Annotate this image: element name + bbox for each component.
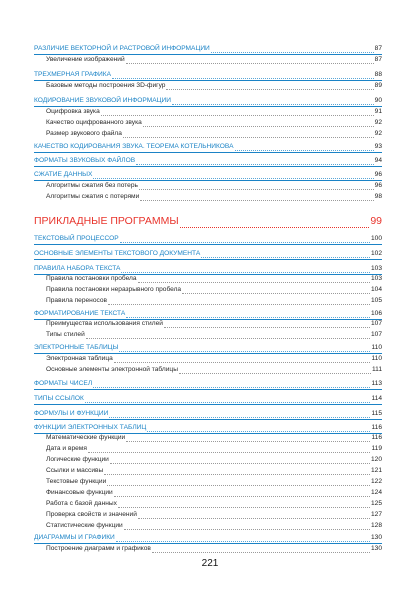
toc-entry-title: ДИАГРАММЫ И ГРАФИКИ: [34, 534, 115, 541]
toc-subentry: [46, 354, 382, 363]
section-underline: [34, 419, 382, 420]
leader-dots: [166, 82, 373, 90]
toc-entry-title: Правила переносов: [46, 297, 108, 304]
toc-entry-title: Финансовые функции: [46, 489, 113, 496]
toc-entry-page: 104: [370, 286, 382, 293]
toc-entry-page: 92: [374, 130, 382, 137]
toc-entry-title: Размер звукового файла: [46, 130, 122, 137]
toc-entry-page: 106: [370, 310, 382, 317]
toc-subentry: [46, 544, 382, 553]
leader-dots: [108, 297, 370, 305]
toc-subentry: [46, 488, 382, 497]
toc-entry-page: 120: [370, 456, 382, 463]
toc-subentry: [46, 455, 382, 464]
toc-entry-page: 128: [370, 522, 382, 529]
leader-dots: [179, 366, 371, 374]
toc-entry-title: Математические функции: [46, 434, 126, 441]
leader-dots: [147, 424, 370, 432]
toc-entry-title: Алгоритмы сжатия с потерями: [46, 193, 140, 200]
section-underline: [34, 152, 382, 153]
leader-dots: [93, 171, 373, 179]
toc-entry-page: 90: [374, 97, 382, 104]
toc-entry-page: 96: [374, 182, 382, 189]
leader-dots: [109, 410, 370, 418]
toc-entry-title: Текстовые функции: [46, 478, 107, 485]
toc-entry-title: Дата и время: [46, 445, 87, 452]
toc-subentry: [46, 466, 382, 475]
toc-section-entry: [34, 394, 382, 403]
toc-subentry: [46, 477, 382, 486]
toc-subentry: [46, 107, 382, 116]
toc-section-entry: [34, 44, 382, 53]
toc-entry-title: ТИПЫ ССЫЛОК: [34, 395, 84, 402]
toc-entry-title: Базовые методы построения 3D-фигур: [46, 82, 166, 89]
section-underline: [34, 166, 382, 167]
leader-dots: [86, 331, 370, 339]
toc-subentry: [46, 319, 382, 328]
toc-entry-page: 92: [374, 119, 382, 126]
leader-dots: [138, 275, 370, 283]
toc-entry-title: Электронная таблица: [46, 355, 113, 362]
toc-entry-title: Преимущества использования стилей: [46, 320, 163, 327]
toc-entry-page: 103: [370, 265, 382, 272]
toc-entry-page: 130: [370, 545, 382, 552]
toc-entry-page: 93: [374, 143, 382, 150]
toc-subentry: [46, 55, 382, 64]
toc-entry-title: ФУНКЦИИ ЭЛЕКТРОННЫХ ТАБЛИЦ: [34, 424, 147, 431]
toc-subentry: [46, 365, 382, 374]
toc-entry-title: РАЗЛИЧИЕ ВЕКТОРНОЙ И РАСТРОВОЙ ИНФОРМАЦИИ: [34, 45, 210, 52]
toc-section-entry: [34, 96, 382, 105]
toc-section-entry: [34, 423, 382, 432]
toc-subentry: [46, 81, 382, 90]
toc-entry-title: ПРАВИЛА НАБОРА ТЕКСТА: [34, 265, 121, 272]
leader-dots: [152, 545, 370, 553]
toc-section-entry: [34, 533, 382, 542]
leader-dots: [101, 108, 374, 116]
toc-entry-page: 88: [374, 71, 382, 78]
leader-dots: [143, 119, 374, 127]
toc-entry-page: 99: [370, 215, 382, 227]
toc-subentry: [46, 192, 382, 201]
toc-entry-page: 111: [371, 366, 382, 373]
toc-section-entry: [34, 309, 382, 318]
toc-entry-title: ПРИКЛАДНЫЕ ПРОГРАММЫ: [34, 215, 179, 227]
leader-dots: [138, 511, 370, 519]
toc-entry-page: 119: [371, 445, 382, 452]
leader-dots: [123, 130, 374, 138]
toc-entry-title: Алгоритмы сжатия без потерь: [46, 182, 138, 189]
leader-dots: [112, 71, 374, 79]
toc-entry-page: 98: [374, 193, 382, 200]
toc-entry-title: Ссылки и массивы: [46, 467, 104, 474]
leader-dots: [182, 286, 370, 294]
toc-entry-page: 116: [371, 424, 382, 431]
toc-entry-page: 110: [371, 355, 382, 362]
toc-entry-page: 103: [370, 275, 382, 282]
section-underline: [34, 404, 382, 405]
toc-entry-page: 91: [374, 108, 382, 115]
toc-section-entry: [34, 343, 382, 352]
leader-dots: [140, 193, 373, 201]
toc-entry-title: Оцифровка звука: [46, 108, 100, 115]
toc-entry-page: 130: [370, 534, 382, 541]
toc-section-entry: [34, 156, 382, 165]
toc-subentry: [46, 521, 382, 530]
toc-entry-title: ФОРМАТЫ ЗВУКОВЫХ ФАЙЛОВ: [34, 157, 136, 164]
toc-section-entry: [34, 264, 382, 273]
leader-dots: [110, 456, 370, 464]
toc-entry-page: 115: [371, 410, 382, 417]
toc-entry-title: КАЧЕСТВО КОДИРОВАНИЯ ЗВУКА. ТЕОРЕМА КОТЕЛЬНИКОВА: [34, 143, 234, 150]
toc-subentry: [46, 444, 382, 453]
leader-dots: [107, 478, 370, 486]
leader-dots: [93, 380, 370, 388]
toc-part-heading: [34, 214, 382, 228]
toc-subentry: [46, 181, 382, 190]
leader-dots: [114, 489, 370, 497]
leader-dots: [235, 143, 374, 151]
toc-entry-page: 116: [371, 434, 382, 441]
toc-section-entry: [34, 234, 382, 243]
toc-section-entry: [34, 170, 382, 179]
toc-entry-page: 110: [371, 344, 382, 351]
leader-dots: [118, 500, 370, 508]
toc-subentry: [46, 330, 382, 339]
leader-dots: [139, 182, 374, 190]
toc-subentry: [46, 433, 382, 442]
leader-dots: [85, 395, 371, 403]
toc-entry-title: СЖАТИЕ ДАННЫХ: [34, 171, 93, 178]
toc-entry-title: Логические функции: [46, 456, 109, 463]
toc-section-entry: [34, 70, 382, 79]
toc-entry-title: Качество оцифрованного звука: [46, 119, 142, 126]
toc-section-entry: [34, 249, 382, 258]
toc-entry-title: ТРЕХМЕРНАЯ ГРАФИКА: [34, 71, 111, 78]
page-number: 221: [201, 558, 219, 569]
toc-entry-title: ОСНОВНЫЕ ЭЛЕМЕНТЫ ТЕКСТОВОГО ДОКУМЕНТА: [34, 250, 201, 257]
toc-entry-page: 96: [374, 171, 382, 178]
section-underline: [34, 389, 382, 390]
leader-dots: [88, 445, 371, 453]
toc-entry-title: Статистические функции: [46, 522, 123, 529]
toc-entry-title: Правила постановки неразрывного пробела: [46, 286, 182, 293]
toc-entry-title: Правила постановки пробела: [46, 275, 137, 282]
toc-entry-page: 125: [370, 500, 382, 507]
toc-entry-title: Основные элементы электронной таблицы: [46, 366, 178, 373]
toc-entry-title: Увеличение изображений: [46, 56, 125, 63]
leader-dots: [114, 355, 371, 363]
toc-subentry: [46, 129, 382, 138]
toc-subentry: [46, 510, 382, 519]
leader-dots: [121, 265, 370, 273]
toc-entry-page: 122: [370, 478, 382, 485]
leader-dots: [120, 235, 370, 243]
toc-entry-page: 105: [370, 297, 382, 304]
toc-entry-page: 114: [371, 395, 382, 402]
leader-dots: [211, 45, 374, 53]
leader-dots: [136, 157, 374, 165]
toc-entry-page: 124: [370, 489, 382, 496]
toc-subentry: [46, 285, 382, 294]
toc-subentry: [46, 274, 382, 283]
toc-entry-title: Типы стилей: [46, 331, 85, 338]
toc-section-entry: [34, 379, 382, 388]
toc-subentry: [46, 499, 382, 508]
leader-dots: [126, 310, 370, 318]
leader-dots: [180, 217, 370, 228]
toc-entry-title: Проверка свойств и значений: [46, 511, 137, 518]
toc-entry-page: 102: [370, 250, 382, 257]
toc-entry-title: Построение диаграмм и графиков: [46, 545, 151, 552]
toc-entry-page: 107: [370, 331, 382, 338]
toc-section-entry: [34, 142, 382, 151]
toc-entry-page: 121: [370, 467, 382, 474]
toc-entry-page: 107: [370, 320, 382, 327]
toc-entry-title: КОДИРОВАНИЕ ЗВУКОВОЙ ИНФОРМАЦИИ: [34, 97, 171, 104]
leader-dots: [104, 467, 370, 475]
leader-dots: [164, 320, 370, 328]
toc-entry-page: 127: [370, 511, 382, 518]
toc-entry-title: ФОРМУЛЫ И ФУНКЦИИ: [34, 410, 109, 417]
section-underline: [34, 244, 382, 245]
toc-entry-title: ЭЛЕКТРОННЫЕ ТАБЛИЦЫ: [34, 344, 119, 351]
leader-dots: [172, 97, 374, 105]
toc-entry-title: ТЕКСТОВЫЙ ПРОЦЕССОР: [34, 235, 119, 242]
leader-dots: [201, 250, 370, 258]
toc-subentry: [46, 296, 382, 305]
leader-dots: [124, 522, 370, 530]
toc-subentry: [46, 118, 382, 127]
toc-entry-page: 87: [374, 45, 382, 52]
toc-entry-page: 94: [374, 157, 382, 164]
toc-entry-page: 89: [374, 82, 382, 89]
toc-entry-title: ФОРМАТИРОВАНИЕ ТЕКСТА: [34, 310, 126, 317]
leader-dots: [119, 344, 370, 352]
leader-dots: [126, 434, 370, 442]
toc-entry-title: Работа с базой данных: [46, 500, 117, 507]
leader-dots: [126, 56, 374, 64]
toc-entry-title: ФОРМАТЫ ЧИСЕЛ: [34, 380, 93, 387]
section-underline: [34, 259, 382, 260]
leader-dots: [116, 534, 370, 542]
toc-entry-page: 113: [371, 380, 382, 387]
toc-section-entry: [34, 409, 382, 418]
toc-entry-page: 100: [370, 235, 382, 242]
toc-entry-page: 87: [374, 56, 382, 63]
